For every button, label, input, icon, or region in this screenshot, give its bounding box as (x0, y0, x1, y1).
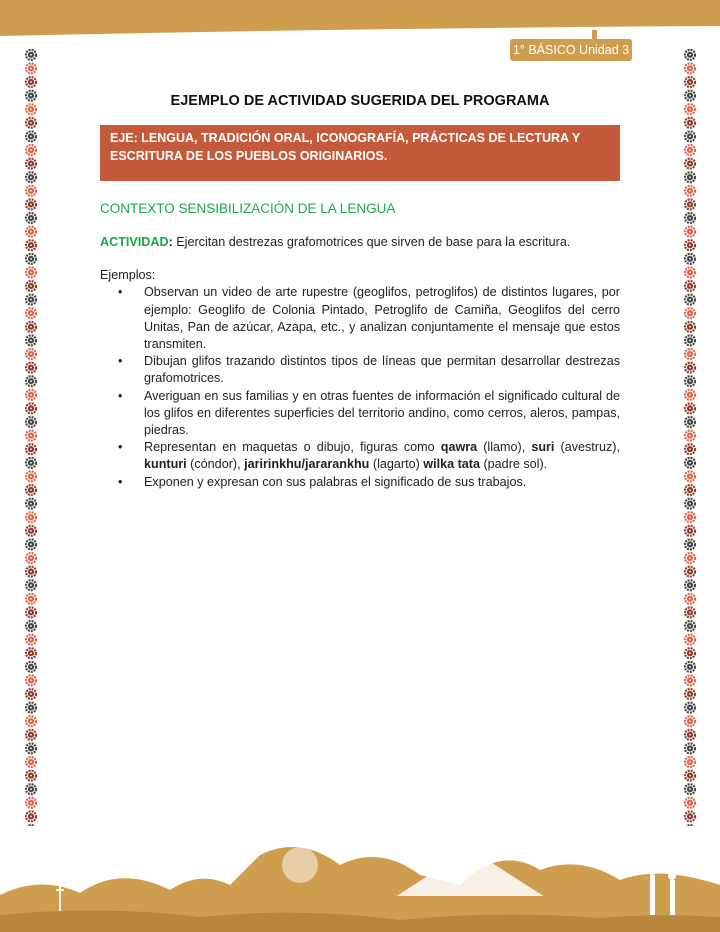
grade-unit-badge: 1° BÁSICO Unidad 3 (510, 39, 632, 61)
term: kunturi (144, 457, 187, 472)
activity-colon: : (168, 235, 173, 249)
term: suri (531, 440, 555, 455)
header-band (0, 0, 720, 40)
activity-label: ACTIVIDAD (100, 235, 169, 249)
text-segment: (lagarto) (369, 457, 424, 472)
examples-label: Ejemplos: (100, 268, 156, 283)
text-segment: (avestruz), (554, 440, 620, 455)
term: qawra (440, 440, 478, 455)
list-item: • Averiguan en sus familias y en otras fuentes de información el significado cultural de los glifos en diferentes superficies del territorio andino, como cerros, aleros, pampas, piedras. (144, 388, 620, 440)
text-segment: (padre sol). (479, 457, 548, 472)
footer-landscape-illustration (0, 835, 720, 932)
list-item: • Dibujan glifos trazando distintos tipos de líneas que permitan desarrollar destrezas grafomotrices. (144, 353, 620, 387)
list-item (144, 439, 620, 473)
term: wilka tata (423, 457, 480, 472)
list-item: • Observan un video de arte rupestre (geoglifos, petroglifos) de distintos lugares, por ejemplo: Geoglifo de Colonia Pintado, Petroglifo de Camiña, Geoglifos del cerro Unitas, Pan de azúcar, Azapa, etc., y analizan conjuntamente el mensaje que estos transmiten. (144, 284, 620, 353)
list-item: • Exponen y expresan con sus palabras el significado de sus trabajos. (144, 474, 620, 491)
activity-body (100, 234, 620, 491)
text-segment: (cóndor), (186, 457, 245, 472)
term: jaririnkhu/jararankhu (244, 457, 370, 472)
text-segment: (llamo), (477, 440, 532, 455)
eje-banner: EJE: LENGUA, TRADICIÓN ORAL, ICONOGRAFÍA, PRÁCTICAS DE LECTURA Y ESCRITURA DE LOS PUEBLOS ORIGINARIOS. (100, 125, 620, 181)
activity-text: Ejercitan destrezas grafomotrices que sirven de base para la escritura. (172, 235, 571, 249)
text-segment: Representan en maquetas o dibujo, figuras como (144, 440, 441, 455)
left-decorative-border (20, 48, 42, 826)
activity-line (100, 234, 620, 251)
page-title: EJEMPLO DE ACTIVIDAD SUGERIDA DEL PROGRAMA (170, 93, 550, 109)
right-decorative-border (679, 48, 701, 826)
context-heading: CONTEXTO SENSIBILIZACIÓN DE LA LENGUA (100, 201, 396, 216)
examples-list (100, 284, 620, 490)
